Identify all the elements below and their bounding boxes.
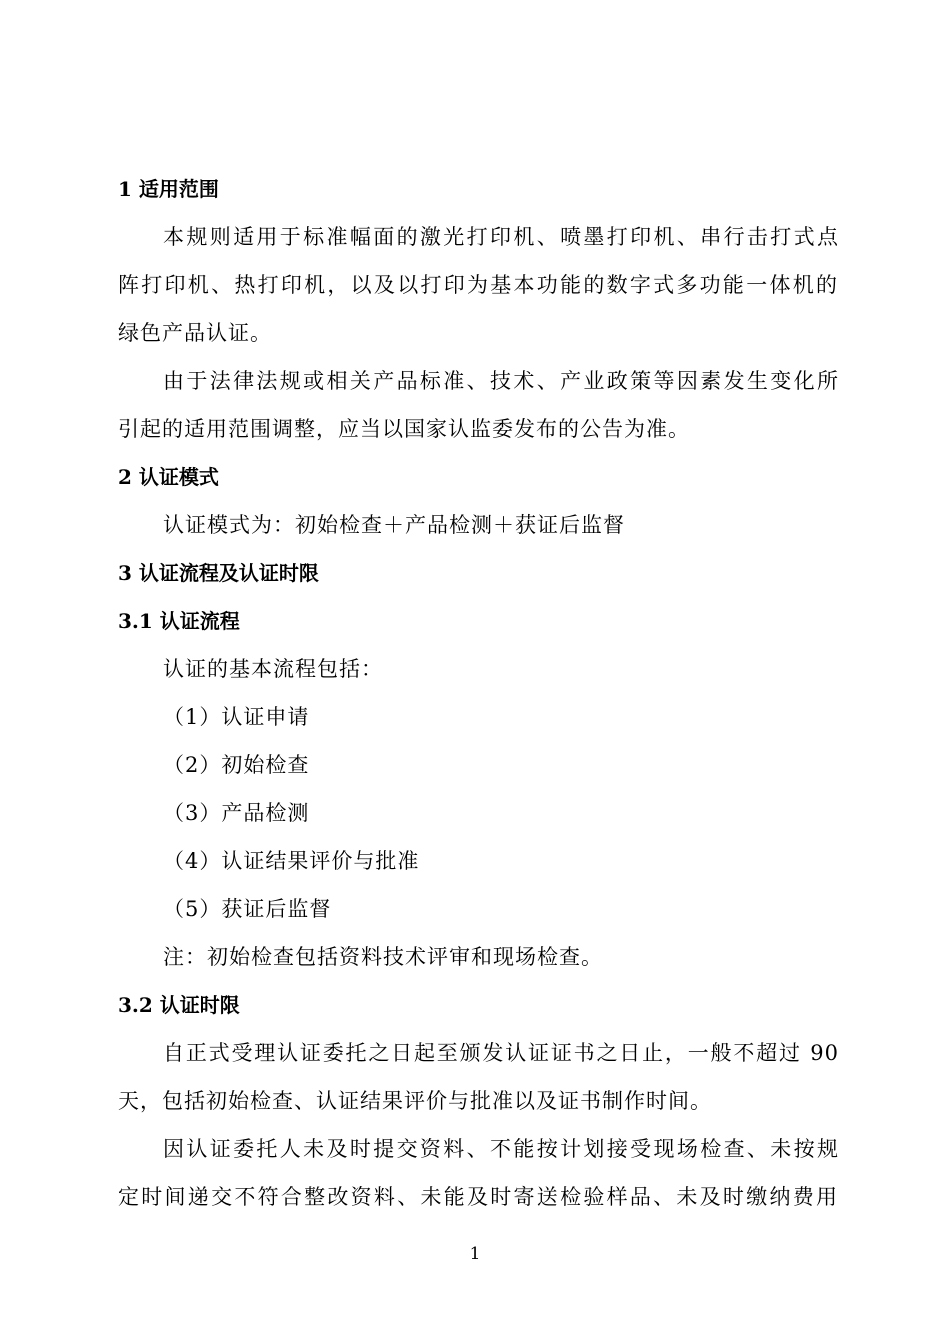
list-item: （2）初始检查 (163, 753, 310, 777)
list-item: （1）认证申请 (163, 705, 310, 729)
list-item: （4）认证结果评价与批准 (163, 849, 420, 873)
section-1-paragraph-1-line-2: 阵打印机、热打印机，以及以打印为基本功能的数字式多功能一体机的 (118, 273, 838, 297)
section-2-heading: 2 认证模式 (118, 465, 219, 489)
list-item: （3）产品检测 (163, 801, 310, 825)
section-1-paragraph-2-line-2: 引起的适用范围调整，应当以国家认监委发布的公告为准。 (118, 417, 690, 441)
section-3-2-paragraph-1-line-1: 自正式受理认证委托之日起至颁发认证证书之日止，一般不超过 90 (163, 1041, 839, 1065)
section-1-heading: 1 适用范围 (118, 177, 219, 201)
section-3-2-paragraph-1-line-2: 天，包括初始检查、认证结果评价与批准以及证书制作时间。 (118, 1089, 712, 1113)
section-3-heading: 3 认证流程及认证时限 (118, 561, 319, 585)
section-1-paragraph-1-line-1: 本规则适用于标准幅面的激光打印机、喷墨打印机、串行击打式点 (163, 225, 839, 249)
section-3-2-heading: 3.2 认证时限 (118, 993, 240, 1017)
section-3-2-paragraph-2-line-2: 定时间递交不符合整改资料、未能及时寄送检验样品、未及时缴纳费用 (118, 1185, 838, 1209)
section-1-paragraph-2-line-1: 由于法律法规或相关产品标准、技术、产业政策等因素发生变化所 (163, 369, 839, 393)
section-3-1-note: 注：初始检查包括资料技术评审和现场检查。 (163, 945, 603, 969)
section-2-paragraph: 认证模式为：初始检查＋产品检测＋获证后监督 (163, 513, 625, 537)
section-3-2-paragraph-2-line-1: 因认证委托人未及时提交资料、不能按计划接受现场检查、未按规 (163, 1137, 839, 1161)
list-item: （5）获证后监督 (163, 897, 332, 921)
section-3-1-heading: 3.1 认证流程 (118, 609, 240, 633)
page-number: 1 (469, 1244, 481, 1264)
section-1-paragraph-1-line-3: 绿色产品认证。 (118, 321, 272, 345)
section-3-1-intro: 认证的基本流程包括： (163, 657, 383, 681)
